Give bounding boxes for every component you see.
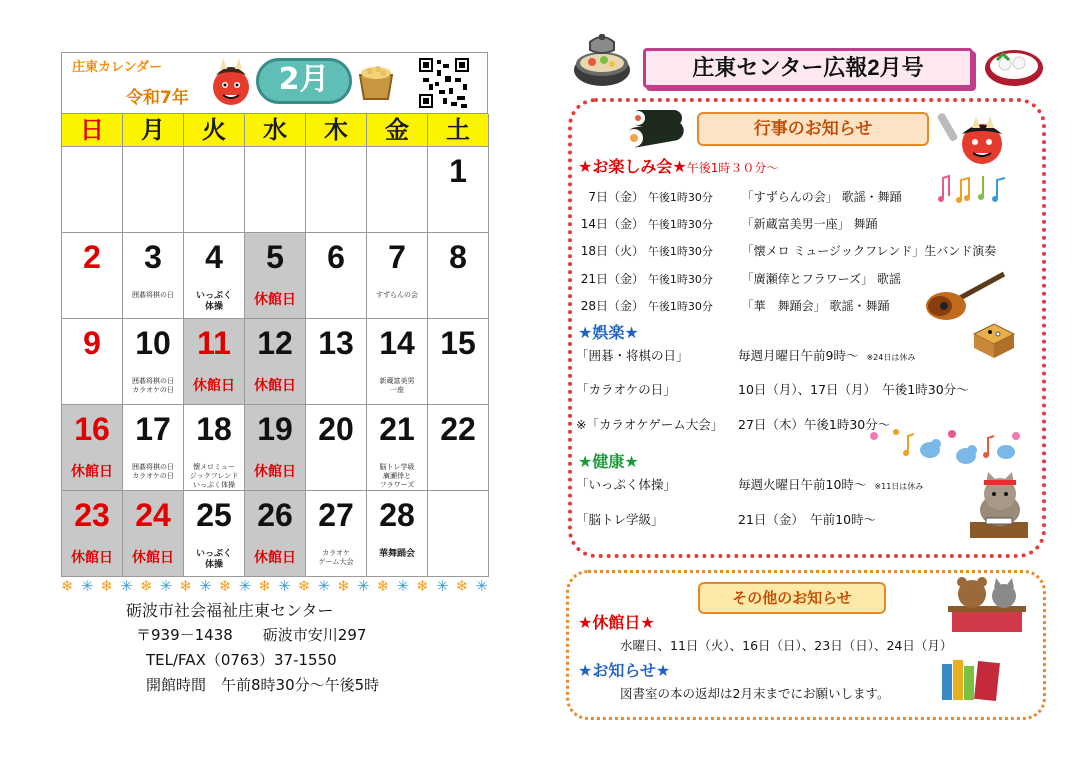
day-note: すずらんの会 — [375, 291, 419, 299]
day-number: 10 — [135, 325, 171, 361]
snowflake-icon: ❄ — [455, 577, 469, 595]
oni-club-icon — [936, 108, 1008, 168]
item-value: 10日（月）、17日（月） 午後1時30分～ — [738, 382, 969, 397]
fun-time: 午後1時３０分～ — [686, 161, 779, 175]
snowflake-icon: ✳ — [475, 577, 488, 595]
calendar-day-cell — [367, 491, 428, 577]
closed-label: 休館日 — [193, 378, 235, 394]
calendar-day-cell — [123, 405, 184, 491]
calendar-day-cell — [62, 319, 123, 405]
calendar-name: 庄東カレンダー — [72, 60, 163, 75]
closed-label: 休館日 — [254, 378, 296, 394]
weekday-sun: 日 — [62, 114, 123, 147]
other-notices-title: その他のお知らせ — [698, 582, 886, 614]
snowflake-icon: ❄ — [139, 577, 153, 595]
calendar-day-cell — [428, 491, 489, 577]
oni-icon — [208, 57, 254, 109]
health-heading: ★健康★ — [578, 452, 639, 471]
event-time: 午後1時30分 — [647, 300, 713, 313]
day-number: 15 — [440, 325, 476, 361]
snowflake-icon: ✳ — [278, 577, 291, 595]
weekday-wed: 水 — [245, 114, 306, 147]
books-icon — [940, 656, 1002, 702]
snowflake-icon: ✳ — [80, 577, 94, 595]
day-note: いっぷく 体操 — [195, 291, 232, 312]
day-note: 脳トレ学級 廣瀬倖と フラワーズ — [379, 463, 415, 489]
closed-label: 休館日 — [254, 292, 296, 308]
snowflake-icon: ✳ — [120, 577, 133, 595]
item-label: 「脳トレ学級」 — [576, 512, 664, 527]
item-label: 「カラオケの日」 — [576, 382, 676, 397]
calendar-day-cell — [306, 233, 367, 319]
snowflake-icon: ✳ — [317, 577, 331, 595]
calendar-day-cell — [184, 233, 245, 319]
day-note: 新蔵富美男 一座 — [379, 377, 415, 394]
newsletter-title: 庄東センター広報2月号 — [643, 48, 973, 88]
day-number: 19 — [257, 411, 293, 447]
snowflake-icon: ❄ — [416, 577, 429, 595]
day-number: 28 — [379, 497, 415, 533]
calendar-day-cell — [62, 405, 123, 491]
item-label: ※「カラオケゲーム大会」 — [576, 417, 724, 432]
day-number: 24 — [135, 497, 171, 533]
calendar-day-cell — [123, 319, 184, 405]
day-number: 9 — [83, 325, 101, 361]
day-number: 2 — [83, 239, 101, 275]
calendar-day-cell — [367, 319, 428, 405]
snowflake-icon: ❄ — [258, 577, 271, 595]
calendar-day-cell — [428, 319, 489, 405]
fun-event-row — [580, 242, 996, 259]
day-note: 囲碁将棋の日 カラオケの日 — [132, 377, 174, 394]
go-board-icon — [970, 318, 1018, 362]
snowflake-icon: ❄ — [61, 577, 74, 595]
calendar-day-cell — [367, 147, 428, 233]
calendar-day-cell — [306, 405, 367, 491]
day-number: 12 — [257, 325, 293, 361]
event-time: 午後1時30分 — [647, 191, 713, 204]
fun-event-row — [580, 188, 902, 205]
health-row — [576, 475, 923, 493]
event-time: 午後1時30分 — [647, 218, 713, 231]
notice-heading: ★お知らせ★ — [578, 661, 671, 680]
event-time: 午後1時30分 — [647, 245, 713, 258]
item-value: 毎週火曜日午前10時～ — [738, 477, 867, 492]
event-program: 「華 舞踊会」 歌謡・舞踊 — [741, 299, 890, 313]
day-note: いっぷく 体操 — [195, 549, 232, 570]
calendar-day-cell — [428, 147, 489, 233]
day-note: 囲碁将棋の日 — [132, 291, 174, 299]
fun-section-heading — [578, 154, 778, 177]
calendar-grid — [61, 113, 488, 577]
bean-box-icon — [354, 61, 398, 101]
item-value: 21日（金） 午前10時～ — [738, 512, 877, 527]
item-label: 「囲碁・将棋の日」 — [576, 348, 689, 363]
snowflake-icon: ❄ — [337, 577, 350, 595]
closed-label: 休館日 — [71, 464, 113, 480]
weekday-thu: 木 — [306, 114, 367, 147]
guitar-icon — [920, 270, 1008, 324]
calendar-day-cell — [62, 491, 123, 577]
day-number: 11 — [197, 325, 231, 361]
calendar-day-cell — [306, 491, 367, 577]
day-number: 1 — [449, 153, 467, 189]
calendar-day-cell — [123, 233, 184, 319]
item-label: 「いっぷく体操」 — [576, 477, 677, 492]
day-number: 4 — [205, 239, 223, 275]
day-number: 7 — [388, 239, 406, 275]
day-number: 13 — [318, 325, 354, 361]
day-number: 17 — [135, 411, 171, 447]
snowflake-icon: ✳ — [159, 577, 173, 595]
item-value: 毎週月曜日午前9時～ — [738, 348, 859, 363]
closed-label: 休館日 — [254, 464, 296, 480]
calendar-day-cell — [184, 147, 245, 233]
closed-label: 休館日 — [132, 550, 174, 566]
entertainment-heading: ★娯楽★ — [578, 323, 639, 342]
calendar-header — [61, 52, 488, 113]
event-program: 「すずらんの会」 歌謡・舞踊 — [741, 190, 902, 204]
day-note: 懐メロミュー ジックフレンド いっぷく体操 — [189, 463, 239, 489]
item-note: ※24日は休み — [866, 353, 916, 362]
calendar-day-cell — [306, 147, 367, 233]
calendar — [61, 52, 488, 577]
item-value: 27日（木）午後1時30分～ — [738, 417, 891, 432]
weekday-fri: 金 — [367, 114, 428, 147]
snowflake-border — [61, 577, 488, 595]
qr-code-icon — [419, 58, 469, 108]
calendar-day-cell — [245, 405, 306, 491]
address: 〒939－1438 砺波市安川297 — [136, 626, 367, 644]
calendar-day-cell — [245, 491, 306, 577]
snowflake-icon: ✳ — [435, 577, 449, 595]
calendar-day-cell — [123, 491, 184, 577]
events-title: 行事のお知らせ — [697, 112, 929, 146]
day-number: 27 — [318, 497, 354, 533]
fun-event-row — [580, 215, 877, 232]
calendar-day-cell — [62, 233, 123, 319]
closed-days-heading: ★休館日★ — [578, 613, 655, 632]
month-badge: 2月 — [256, 58, 352, 104]
event-time: 午後1時30分 — [647, 273, 713, 286]
cat-studying-icon — [966, 470, 1032, 542]
center-footer — [120, 598, 450, 698]
day-note: カラオケ ゲーム大会 — [318, 549, 354, 566]
ehomaki-icon — [622, 106, 688, 150]
calendar-day-cell — [428, 233, 489, 319]
day-number: 6 — [327, 239, 345, 275]
day-number: 23 — [74, 497, 110, 533]
day-number: 16 — [74, 411, 110, 447]
calendar-day-cell — [123, 147, 184, 233]
day-number: 8 — [449, 239, 467, 275]
day-number: 3 — [144, 239, 162, 275]
calendar-day-cell — [245, 147, 306, 233]
calendar-day-cell — [306, 319, 367, 405]
snowflake-icon: ❄ — [376, 577, 390, 595]
day-number: 5 — [266, 239, 284, 275]
calendar-day-cell — [184, 405, 245, 491]
event-program: 「廣瀬倖とフラワーズ」 歌謡 — [741, 272, 901, 286]
health-row — [576, 510, 876, 528]
event-date: 7日（金） — [588, 190, 644, 204]
snowflake-icon: ❄ — [100, 577, 114, 595]
day-number: 21 — [379, 411, 415, 447]
calendar-day-cell — [367, 233, 428, 319]
music-notes-icon — [935, 172, 1009, 206]
day-number: 22 — [440, 411, 476, 447]
calendar-day-cell — [367, 405, 428, 491]
item-note: ※11日は休み — [874, 482, 924, 491]
notice-text: 図書室の本の返却は2月末までにお願いします。 — [620, 686, 890, 701]
snowflake-icon: ✳ — [357, 577, 370, 595]
entertainment-row — [576, 415, 890, 433]
fun-event-row — [580, 270, 901, 287]
day-number: 25 — [196, 497, 232, 533]
mochi-icon — [983, 44, 1045, 88]
snowflake-icon: ✳ — [199, 577, 212, 595]
org-name: 砺波市社会福祉庄東センター — [126, 601, 334, 620]
snowflake-icon: ✳ — [396, 577, 410, 595]
birds-flowers-icon — [866, 426, 1030, 472]
day-number: 26 — [257, 497, 293, 533]
snowflake-icon: ✳ — [238, 577, 252, 595]
calendar-era: 令和7年 — [126, 88, 189, 108]
event-date: 14日（金） — [580, 217, 644, 231]
closed-label: 休館日 — [254, 550, 296, 566]
event-date: 21日（金） — [580, 272, 644, 286]
entertainment-row — [576, 346, 915, 364]
day-number: 14 — [379, 325, 415, 361]
closed-label: 休館日 — [71, 550, 113, 566]
weekday-sat: 土 — [428, 114, 489, 147]
day-note: 華舞踊会 — [378, 549, 415, 559]
event-program: 「懐メロ ミュージックフレンド」生バンド演奏 — [741, 244, 997, 258]
calendar-day-cell — [184, 491, 245, 577]
calendar-day-cell — [245, 319, 306, 405]
snowflake-icon: ❄ — [297, 577, 311, 595]
event-program: 「新蔵富美男一座」 舞踊 — [741, 217, 878, 231]
fun-label: ★お楽しみ会★ — [578, 157, 687, 176]
entertainment-row — [576, 380, 969, 398]
hotpot-icon — [570, 30, 634, 92]
calendar-day-cell — [62, 147, 123, 233]
calendar-day-cell — [245, 233, 306, 319]
day-note: 囲碁将棋の日 カラオケの日 — [132, 463, 174, 480]
calendar-day-cell — [428, 405, 489, 491]
weekday-mon: 月 — [123, 114, 184, 147]
fun-event-row — [580, 297, 889, 314]
event-date: 28日（金） — [580, 299, 644, 313]
opening-hours: 開館時間 午前8時30分～午後5時 — [146, 676, 380, 694]
snowflake-icon: ❄ — [218, 577, 232, 595]
tel-fax: TEL/FAX（0763）37-1550 — [146, 651, 337, 669]
event-date: 18日（火） — [580, 244, 644, 258]
calendar-day-cell — [184, 319, 245, 405]
closed-days-text: 水曜日、11日（火）、16日（日）、23日（日）、24日（月） — [620, 638, 953, 653]
day-number: 18 — [196, 411, 232, 447]
day-number: 20 — [318, 411, 354, 447]
bear-cat-kotatsu-icon — [942, 572, 1028, 636]
weekday-tue: 火 — [184, 114, 245, 147]
snowflake-icon: ❄ — [179, 577, 192, 595]
